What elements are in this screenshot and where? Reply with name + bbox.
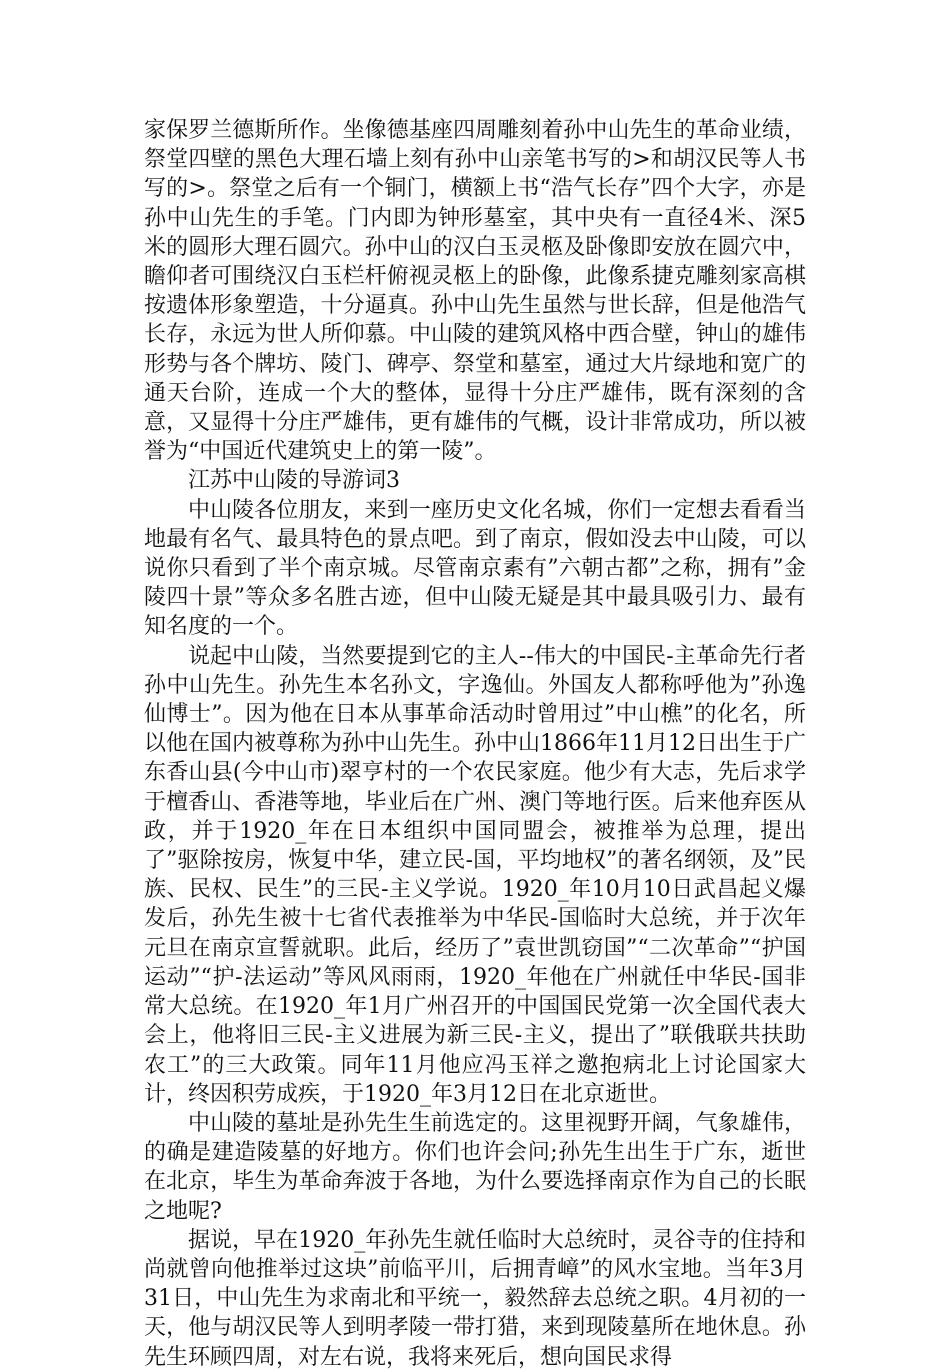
- paragraph: 中山陵的墓址是孙先生生前选定的。这里视野开阔，气象雄伟，的确是建造陵墓的好地方。你们也许会问;孙先生出生于广东，逝世在北京，毕生为革命奔波于各地，为什么要选择南京作为自己的长眠之地呢?: [144, 1110, 806, 1224]
- paragraph: 中山陵各位朋友，来到一座历史文化名城，你们一定想去看看当地最有名气、最具特色的景点吧。到了南京，假如没去中山陵，可以说你只看到了半个南京城。尽管南京素有”六朝古都”之称，拥有”金陵四十景”等众多名胜古迹，但中山陵无疑是其中最具吸引力、最有知名度的一个。: [144, 497, 806, 640]
- section-heading: 江苏中山陵的导游词3: [188, 468, 400, 494]
- paragraph-continued: 家保罗兰德斯所作。坐像德基座四周雕刻着孙中山先生的革命业绩，祭堂四壁的黑色大理石墙上刻有孙中山亲笔书写的>和胡汉民等人书写的>。祭堂之后有一个铜门，横额上书“浩气长存”四个大字，亦是孙中山先生的手笔。门内即为钟形墓室，其中央有一直径4米、深5米的圆形大理石圆穴。孙中山的汉白玉灵柩及卧像即安放在圆穴中，瞻仰者可围绕汉白玉栏杆俯视灵柩上的卧像，此像系捷克雕刻家高棋按遗体形象塑造，十分逼真。孙中山先生虽然与世长辞，但是他浩气长存，永远为世人所仰慕。中山陵的建筑风格中西合壁，钟山的雄伟形势与各个牌坊、陵门、碑亭、祭堂和墓室，通过大片绿地和宽广的通天台阶，连成一个大的整体，显得十分庄严雄伟，既有深刻的含意，又显得十分庄严雄伟，更有雄伟的气概，设计非常成功，所以被誉为“中国近代建筑史上的第一陵”。: [144, 118, 806, 465]
- paragraph: 说起中山陵，当然要提到它的主人--伟大的中国民-主革命先行者孙中山先生。孙先生本名孙文，字逸仙。外国友人都称呼他为”孙逸仙博士”。因为他在日本从事革命活动时曾用过”中山樵”的化名，所以他在国内被尊称为孙中山先生。孙中山1866年11月12日出生于广东香山县(今中山市)翠亨村的一个农民家庭。他少有大志，先后求学于檀香山、香港等地，毕业后在广州、澳门等地行医。后来他弃医从政，并于1920_年在日本组织中国同盟会，被推举为总理，提出了”驱除按房，恢复中华，建立民-国，平均地权”的著名纲领，及”民族、民权、民生”的三民-主义学说。1920_年10月10日武昌起义爆发后，孙先生被十七省代表推举为中华民-国临时大总统，并于次年元旦在南京宣誓就职。此后，经历了”袁世凯窃国”“二次革命”“护国运动”“护-法运动”等风风雨雨，1920_年他在广州就任中华民-国非常大总统。在1920_年1月广州召开的中国国民党第一次全国代表大会上，他将旧三民-主义进展为新三民-主义，提出了”联俄联共扶助农工”的三大政策。同年11月他应冯玉祥之邀抱病北上讨论国家大计，终因积劳成疾，于1920_年3月12日在北京逝世。: [144, 643, 806, 1107]
- document-body: [144, 116, 806, 1372]
- paragraph: 据说，早在1920_年孙先生就任临时大总统时，灵谷寺的住持和尚就曾向他推举过这块”前临平川，后拥青嶂”的风水宝地。当年3月31日，中山先生为求南北和平统一，毅然辞去总统之职。4月初的一天，他与胡汉民等人到明孝陵一带打猎，来到现陵墓所在地休息。孙先生环顾四周，对左右说，我将来死后，想向国民求得: [144, 1227, 806, 1370]
